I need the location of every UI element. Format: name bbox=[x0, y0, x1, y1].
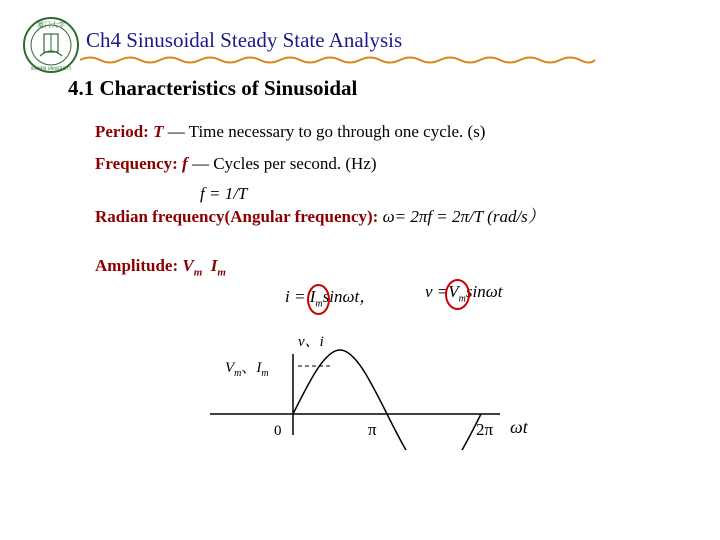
frequency-text: — Cycles per second. (Hz) bbox=[187, 154, 377, 173]
frequency-label: Frequency: bbox=[95, 154, 183, 173]
radian-label: Radian frequency(Angular frequency): bbox=[95, 207, 383, 226]
i-amplitude-circle bbox=[307, 284, 330, 315]
v-eq-sub: m bbox=[458, 293, 466, 305]
amp-i: I bbox=[256, 360, 262, 376]
i-eq-rhs: sinωt， bbox=[322, 287, 377, 306]
current-equation bbox=[285, 282, 376, 309]
v-eq-rhs: sinωt bbox=[465, 282, 503, 301]
i-eq-amp: I bbox=[309, 287, 316, 306]
period-symbol: T bbox=[153, 122, 164, 141]
period-label: Period: bbox=[95, 122, 154, 141]
header-underline bbox=[80, 52, 600, 66]
amplitude-axis-label bbox=[225, 360, 269, 379]
v-amplitude-circle bbox=[445, 279, 470, 310]
section-title: 4.1 Characteristics of Sinusoidal bbox=[68, 76, 358, 100]
radian-text: ω= 2πf = 2π/T (rad/s） bbox=[382, 207, 545, 226]
v-eq-amp: V bbox=[448, 282, 459, 301]
amplitude-vm-sub: m bbox=[193, 266, 203, 279]
frequency-symbol: f bbox=[182, 154, 188, 173]
period-line bbox=[95, 122, 485, 142]
amplitude-label: Amplitude: bbox=[95, 256, 183, 275]
page-title: Ch4 Sinusoidal Steady State Analysis bbox=[86, 28, 403, 52]
sine-curve bbox=[293, 350, 481, 450]
amplitude-vm: V bbox=[182, 256, 194, 275]
pi-label: π bbox=[368, 420, 377, 439]
v-eq-lhs: v = bbox=[425, 282, 449, 301]
amplitude-im-sub: m bbox=[217, 266, 226, 279]
logo-text-top: 厦门大学 bbox=[37, 21, 65, 29]
y-axis-label: v、i bbox=[298, 334, 324, 350]
amplitude-im: I bbox=[210, 256, 218, 275]
i-eq-sub: m bbox=[315, 298, 323, 310]
amp-v: V bbox=[225, 360, 235, 376]
amplitude-line bbox=[95, 256, 226, 278]
amp-i-sub: m bbox=[261, 368, 269, 379]
amp-sep: 、 bbox=[241, 360, 257, 376]
x-axis-label: ωt bbox=[510, 417, 528, 437]
voltage-equation bbox=[425, 282, 502, 304]
origin-label: 0 bbox=[274, 423, 282, 439]
radian-line bbox=[95, 202, 545, 227]
logo-text-bottom: XIAMEN UNIVERSITY bbox=[30, 66, 72, 71]
sinusoid-graph bbox=[200, 320, 560, 450]
university-seal-icon bbox=[22, 16, 80, 74]
period-text: — Time necessary to go through one cycle. (s) bbox=[163, 122, 486, 141]
i-eq-lhs: i = bbox=[285, 287, 310, 306]
amp-v-sub: m bbox=[234, 368, 242, 379]
two-pi-label: 2π bbox=[476, 420, 494, 439]
f-relation: f = 1/T bbox=[200, 184, 248, 203]
frequency-line bbox=[95, 154, 377, 174]
